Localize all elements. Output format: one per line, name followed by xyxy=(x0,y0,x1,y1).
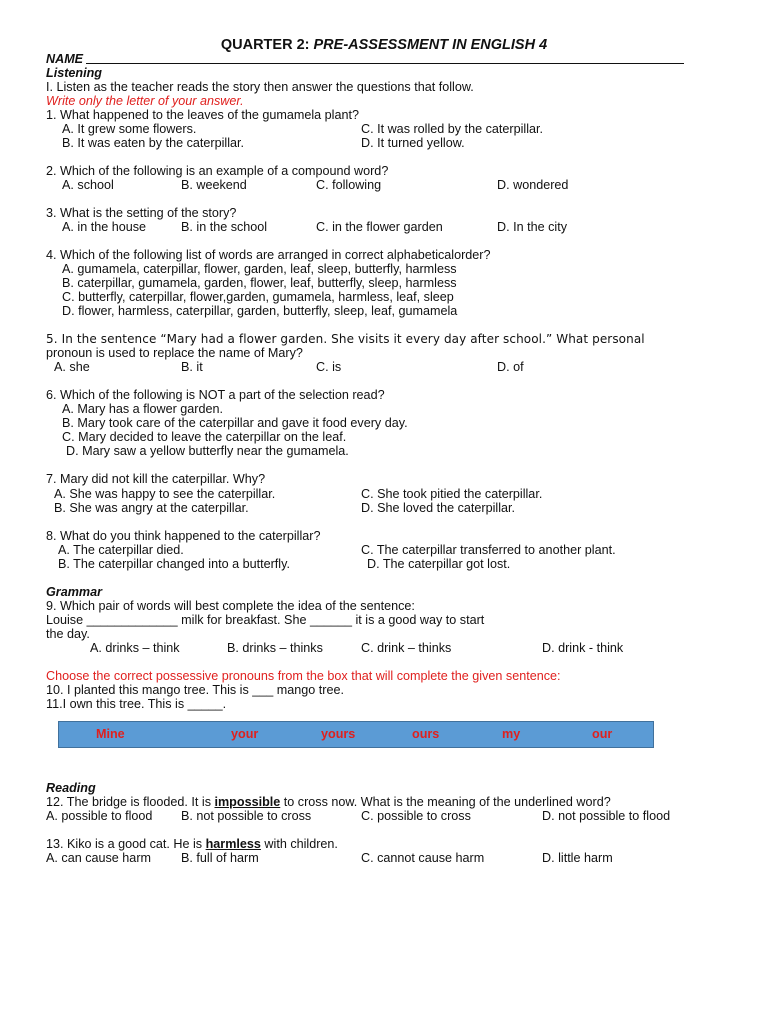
q9-sentence-line1: Louise _____________ milk for breakfast. She ______ it is a good way to start xyxy=(46,613,485,627)
possessive-instruction: Choose the correct possessive pronouns from the box that will complete the given sentence: xyxy=(46,669,561,683)
q13-option-d: D. little harm xyxy=(542,851,613,865)
q2-option-b: B. weekend xyxy=(181,178,247,192)
q12-option-c: C. possible to cross xyxy=(361,809,471,823)
q12-option-d: D. not possible to flood xyxy=(542,809,671,823)
section-reading: Reading xyxy=(46,781,96,795)
title-main: PRE-ASSESSMENT IN ENGLISH 4 xyxy=(313,37,548,53)
listening-instruction: I. Listen as the teacher reads the story then answer the questions that follow. xyxy=(46,80,474,94)
q8-option-d: D. The caterpillar got lost. xyxy=(367,557,511,571)
q12-option-a: A. possible to flood xyxy=(46,809,153,823)
q11-stem: 11.I own this tree. This is _____. xyxy=(46,697,227,711)
q9-option-d: D. drink - think xyxy=(542,641,624,655)
q4-stem: 4. Which of the following list of words are arranged in correct alphabeticalorder? xyxy=(46,248,491,262)
pronoun-option: Mine xyxy=(96,727,125,741)
q9-stem: 9. Which pair of words will best complete the idea of the sentence: xyxy=(46,599,415,613)
q13-stem-post: with children. xyxy=(260,837,338,851)
q7-stem: 7. Mary did not kill the caterpillar. Why? xyxy=(46,472,266,486)
q5-option-b: B. it xyxy=(181,360,203,374)
q9-option-a: A. drinks – think xyxy=(90,641,180,655)
q5-option-c: C. is xyxy=(316,360,342,374)
q3-option-b: B. in the school xyxy=(181,220,268,234)
q7-option-b: B. She was angry at the caterpillar. xyxy=(54,501,249,515)
pronoun-option: our xyxy=(592,727,613,741)
q3-stem: 3. What is the setting of the story? xyxy=(46,206,237,220)
q8-stem: 8. What do you think happened to the caterpillar? xyxy=(46,529,321,543)
q10-stem: 10. I planted this mango tree. This is ___ mango tree. xyxy=(46,683,344,697)
q6-option-a: A. Mary has a flower garden. xyxy=(62,402,223,416)
section-listening: Listening xyxy=(46,66,102,80)
q5-stem-line1: 5. In the sentence “Mary had a flower garden. She visits it every day after school.” What personal xyxy=(46,332,645,346)
q3-option-c: C. in the flower garden xyxy=(316,220,443,234)
q2-option-a: A. school xyxy=(62,178,114,192)
title-prefix: QUARTER 2: xyxy=(220,37,314,53)
section-grammar: Grammar xyxy=(46,585,103,599)
name-label: NAME xyxy=(46,52,84,66)
q5-stem-line2: pronoun is used to replace the name of Mary? xyxy=(46,346,303,360)
answer-note: Write only the letter of your answer. xyxy=(46,94,244,108)
q8-option-b: B. The caterpillar changed into a butterfly. xyxy=(58,557,290,571)
q2-option-d: D. wondered xyxy=(497,178,569,192)
q5-option-a: A. she xyxy=(54,360,90,374)
q1-option-a: A. It grew some flowers. xyxy=(62,122,197,136)
pronoun-box xyxy=(58,721,654,748)
q1-option-b: B. It was eaten by the caterpillar. xyxy=(62,136,245,150)
q4-option-b: B. caterpillar, gumamela, garden, flower, leaf, butterfly, sleep, harmless xyxy=(62,276,457,290)
q6-option-b: B. Mary took care of the caterpillar and gave it food every day. xyxy=(62,416,408,430)
q13-option-b: B. full of harm xyxy=(181,851,259,865)
q13-stem xyxy=(46,837,338,851)
q13-underlined-word: harmless xyxy=(205,837,261,851)
q6-option-c: C. Mary decided to leave the caterpillar on the leaf. xyxy=(62,430,347,444)
q1-option-d: D. It turned yellow. xyxy=(361,136,465,150)
q12-stem-pre: 12. The bridge is flooded. It is xyxy=(46,795,215,809)
q8-option-a: A. The caterpillar died. xyxy=(58,543,184,557)
pronoun-option: yours xyxy=(321,727,356,741)
q3-option-a: A. in the house xyxy=(62,220,147,234)
q13-option-c: C. cannot cause harm xyxy=(361,851,485,865)
pronoun-option: your xyxy=(231,727,259,741)
q3-option-d: D. In the city xyxy=(497,220,567,234)
q1-option-c: C. It was rolled by the caterpillar. xyxy=(361,122,543,136)
q12-option-b: B. not possible to cross xyxy=(181,809,312,823)
q7-option-d: D. She loved the caterpillar. xyxy=(361,501,516,515)
pronoun-option: my xyxy=(502,727,521,741)
q8-option-c: C. The caterpillar transferred to another plant. xyxy=(361,543,616,557)
q4-option-d: D. flower, harmless, caterpillar, garden, butterfly, sleep, leaf, gumamela xyxy=(62,304,458,318)
q12-stem xyxy=(46,795,611,809)
q12-underlined-word: impossible xyxy=(214,795,281,809)
q13-option-a: A. can cause harm xyxy=(46,851,151,865)
q1-stem: 1. What happened to the leaves of the gumamela plant? xyxy=(46,108,359,122)
q9-option-b: B. drinks – thinks xyxy=(227,641,323,655)
q6-stem: 6. Which of the following is NOT a part of the selection read? xyxy=(46,388,385,402)
q2-stem: 2. Which of the following is an example of a compound word? xyxy=(46,164,389,178)
q13-stem-pre: 13. Kiko is a good cat. He is xyxy=(46,837,206,851)
q4-option-c: C. butterfly, caterpillar, flower,garden, gumamela, harmless, leaf, sleep xyxy=(62,290,454,304)
q9-option-c: C. drink – thinks xyxy=(361,641,452,655)
page-title xyxy=(0,37,768,53)
name-field[interactable] xyxy=(86,63,684,64)
q6-option-d: D. Mary saw a yellow butterfly near the gumamela. xyxy=(66,444,349,458)
pronoun-option: ours xyxy=(412,727,440,741)
q9-sentence-line2: the day. xyxy=(46,627,90,641)
q7-option-a: A. She was happy to see the caterpillar. xyxy=(54,487,276,501)
q4-option-a: A. gumamela, caterpillar, flower, garden, leaf, sleep, butterfly, harmless xyxy=(62,262,457,276)
q5-option-d: D. of xyxy=(497,360,524,374)
q7-option-c: C. She took pitied the caterpillar. xyxy=(361,487,543,501)
q12-stem-post: to cross now. What is the meaning of the underlined word? xyxy=(280,795,611,809)
q2-option-c: C. following xyxy=(316,178,382,192)
